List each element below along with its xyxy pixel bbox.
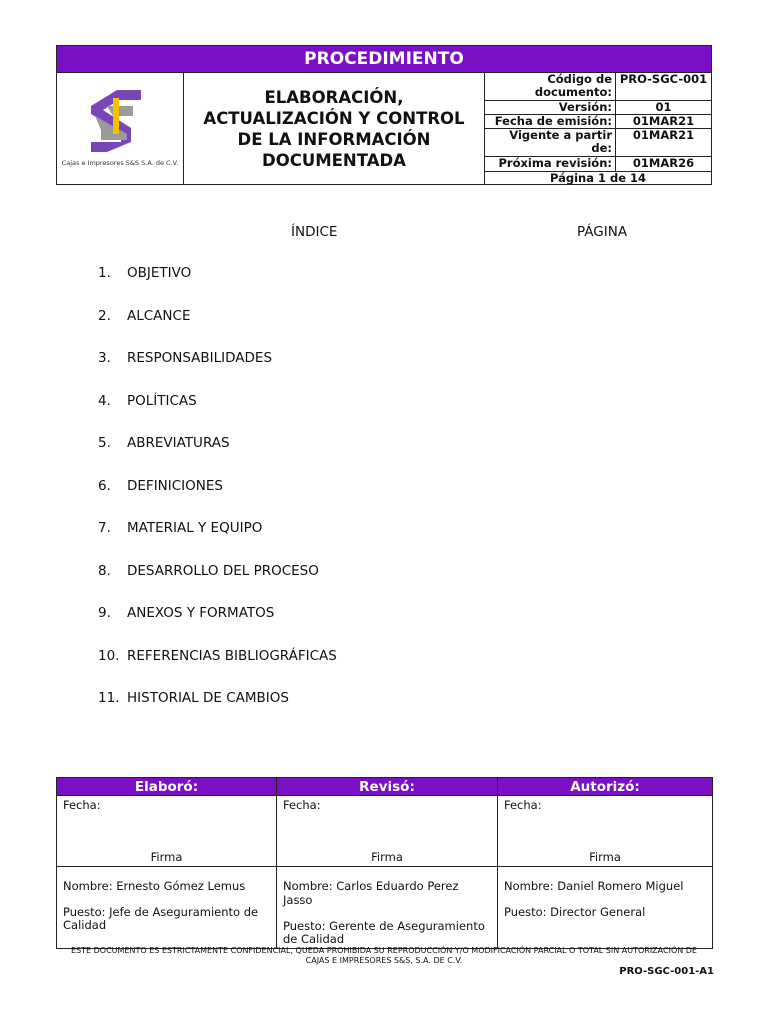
logo-caption: Cajas e Impresores S&S S.A. de C.V.	[61, 159, 179, 167]
table-of-contents	[98, 262, 337, 730]
toc-item[interactable]	[98, 432, 337, 475]
footer-document-code: PRO-SGC-001-A1	[619, 966, 714, 977]
toc-item-number: 8.	[98, 562, 111, 579]
toc-item[interactable]	[98, 560, 337, 603]
confidentiality-line: ESTE DOCUMENTO ES ESTRICTAMENTE CONFIDENCIAL, QUEDA PROHIBIDA SU REPRODUCCIÓN Y/O MODIFICACIÓN PARCIAL O TOTAL SIN AUTORIZACIÓN DE	[71, 946, 697, 955]
toc-item-label: OBJETIVO	[127, 265, 192, 281]
title-line: DE LA INFORMACIÓN	[237, 129, 431, 149]
document-header	[56, 45, 712, 185]
signer-name: Nombre: Daniel Romero Miguel	[504, 879, 684, 893]
signer-info	[57, 867, 277, 949]
page-number: Página 1 de 14	[485, 172, 711, 186]
date-label: Fecha:	[283, 798, 321, 812]
toc-item-number: 10.	[98, 647, 120, 664]
confidentiality-line: CAJAS E IMPRESORES S&S, S.A. DE C.V.	[305, 956, 463, 965]
toc-item-number: 5.	[98, 435, 111, 451]
signer-info	[498, 867, 713, 949]
toc-item[interactable]	[98, 305, 337, 348]
toc-item-number: 1.	[98, 265, 111, 281]
confidentiality-notice	[56, 946, 712, 966]
vigente-value: 01MAR21	[616, 129, 712, 157]
autorizo-header: Autorizó:	[498, 778, 713, 796]
reviso-header: Revisó:	[277, 778, 498, 796]
title-line: DOCUMENTADA	[262, 150, 406, 170]
document-title	[184, 72, 485, 185]
toc-item-label: ANEXOS Y FORMATOS	[127, 605, 275, 621]
toc-item-label: HISTORIAL DE CAMBIOS	[127, 690, 289, 706]
toc-item-label: DEFINICIONES	[127, 477, 223, 494]
signer-name: Nombre: Ernesto Gómez Lemus	[63, 879, 246, 893]
signature-label: Firma	[150, 850, 183, 864]
signature-label: Firma	[371, 850, 403, 864]
toc-item[interactable]	[98, 262, 337, 305]
toc-item-label: MATERIAL Y EQUIPO	[127, 520, 263, 536]
revision-label: Próxima revisión:	[485, 157, 616, 172]
date-label: Fecha:	[504, 798, 542, 812]
logo-cell	[57, 72, 184, 185]
header-band: PROCEDIMIENTO	[57, 46, 711, 73]
signature-label: Firma	[589, 850, 621, 864]
toc-item-number: 11.	[98, 690, 120, 706]
company-logo-icon	[87, 86, 151, 156]
signature-box	[277, 796, 498, 867]
version-label: Versión:	[485, 101, 616, 115]
signer-position: Puesto: Director General	[504, 905, 646, 919]
revision-value: 01MAR26	[616, 157, 712, 172]
signer-position: Puesto: Gerente de Aseguramiento de Calidad	[283, 919, 485, 946]
toc-item[interactable]	[98, 687, 337, 730]
signature-box	[57, 796, 277, 867]
toc-item-number: 2.	[98, 307, 111, 324]
toc-item[interactable]	[98, 645, 337, 688]
codigo-label: Código de documento:	[485, 73, 616, 101]
toc-item-number: 4.	[98, 392, 111, 409]
toc-item-number: 9.	[98, 605, 111, 621]
toc-item[interactable]	[98, 347, 337, 390]
signature-box	[498, 796, 713, 867]
toc-item-label: ABREVIATURAS	[127, 435, 230, 451]
title-line: ACTUALIZACIÓN Y CONTROL	[203, 108, 465, 128]
toc-item[interactable]	[98, 475, 337, 518]
document-info-table	[485, 72, 711, 186]
toc-item-number: 6.	[98, 477, 111, 494]
toc-item[interactable]	[98, 517, 337, 560]
elaboro-header: Elaboró:	[57, 778, 277, 796]
toc-item-label: ALCANCE	[127, 307, 191, 324]
index-heading: ÍNDICE	[291, 224, 338, 240]
version-value: 01	[616, 101, 712, 115]
toc-item-label: DESARROLLO DEL PROCESO	[127, 562, 319, 579]
toc-item-number: 3.	[98, 350, 111, 366]
emision-value: 01MAR21	[616, 115, 712, 129]
toc-item-label: POLÍTICAS	[127, 392, 197, 409]
title-line: ELABORACIÓN,	[264, 87, 404, 107]
codigo-value: PRO-SGC-001	[616, 73, 712, 101]
vigente-label: Vigente a partir de:	[485, 129, 616, 157]
toc-item-number: 7.	[98, 520, 111, 536]
signer-name: Nombre: Carlos Eduardo Perez Jasso	[283, 879, 459, 907]
signature-table	[56, 777, 713, 949]
signer-position: Puesto: Jefe de Aseguramiento de Calidad	[63, 905, 259, 932]
emision-label: Fecha de emisión:	[485, 115, 616, 129]
toc-item[interactable]	[98, 602, 337, 645]
toc-item[interactable]	[98, 390, 337, 433]
date-label: Fecha:	[63, 798, 101, 812]
toc-item-label: REFERENCIAS BIBLIOGRÁFICAS	[127, 647, 337, 664]
signer-info	[277, 867, 498, 949]
page-column-heading: PÁGINA	[577, 224, 628, 240]
toc-item-label: RESPONSABILIDADES	[127, 350, 273, 366]
